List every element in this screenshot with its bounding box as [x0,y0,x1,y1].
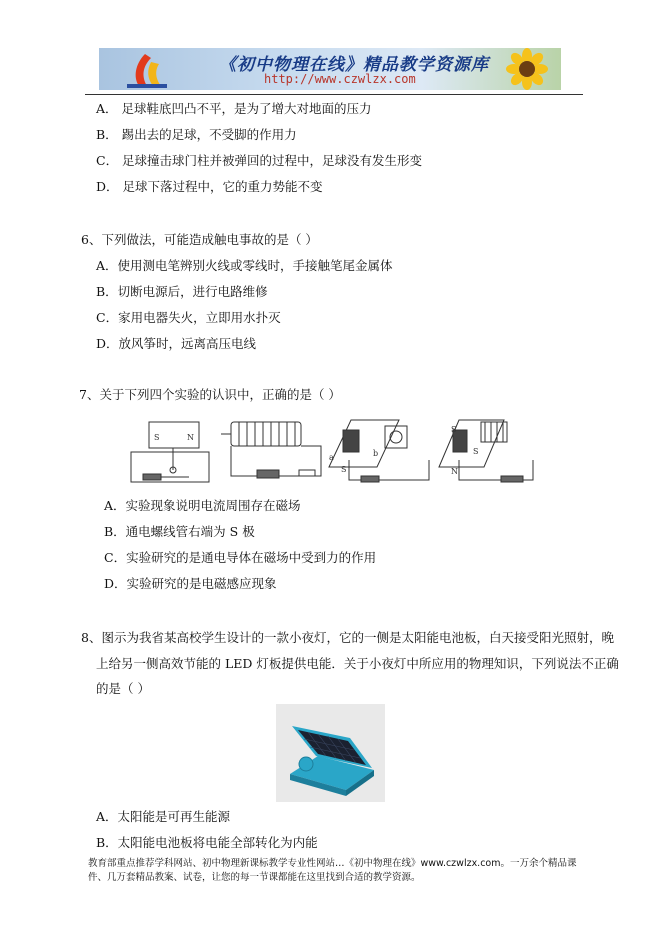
banner-title: 《初中物理在线》精品教学资源库 [219,55,489,75]
footer-line-1: 教育部重点推荐学科网站、初中物理新课标教学专业性网站…《初中物理在线》www.czwlzx.com。一万余个精品课 [88,858,577,869]
q7-option-c: C．实验研究的是通电导体在磁场中受到力的作用 [104,550,377,565]
label-b: b [373,449,379,458]
label-s-2: S [341,465,347,474]
label-s-4: S [473,447,479,456]
label-n-1: N [187,433,194,442]
q5-option-c: C． 足球撞击球门柱并被弹回的过程中，足球没有发生形变 [96,153,423,168]
label-s-1: S [154,433,160,442]
q6-option-b: B．切断电源后，进行电路维修 [96,284,268,299]
figure-panel-a [131,422,209,482]
q6-option-a: A．使用测电笔辨别火线或零线时，手接触笔尾金属体 [96,258,393,273]
q6-option-d: D．放风筝时，远离高压电线 [96,336,257,351]
banner-url: http://www.czwlzx.com [264,72,416,86]
q6-option-c: C．家用电器失火，立即用水扑灭 [96,310,281,325]
q5-option-d: D． 足球下落过程中，它的重力势能不变 [96,179,323,194]
q7-experiment-figure [129,412,536,488]
q8-stem-line-2: 上给另一侧高效节能的 LED 灯板提供电能．关于小夜灯中所应用的物理知识，下列说法不正确 [96,656,619,671]
q8-stem-line-1: 8、图示为我省某高校学生设计的一款小夜灯，它的一侧是太阳能电池板，白天接受阳光照射，晚 [81,630,614,645]
label-n-2: S [451,425,457,434]
label-a: a [329,453,334,462]
q7-option-b: B．通电螺线管右端为 S 极 [104,524,255,539]
header-banner [99,48,561,90]
q8-option-b: B．太阳能电池板将电能全部转化为内能 [96,835,318,850]
site-logo-icon [117,48,177,90]
footer-line-2: 件、几万套精品教案、试卷，让您的每一节课都能在这里找到合适的教学资源。 [88,872,421,883]
figure-panel-b [221,422,321,478]
header-rule [85,94,583,95]
solar-night-light-icon [276,704,385,802]
q7-option-d: D．实验研究的是电磁感应现象 [104,576,277,591]
q8-stem-line-3: 的是（ ） [96,681,150,696]
q7-option-a: A．实验现象说明电流周围存在磁场 [104,498,301,513]
q8-option-a: A．太阳能是可再生能源 [96,809,231,824]
q5-option-b: B． 踢出去的足球，不受脚的作用力 [96,127,297,142]
label-s-3: N [451,467,458,476]
q5-option-a: A． 足球鞋底凹凸不平，是为了增大对地面的压力 [96,101,372,116]
q7-stem: 7、关于下列四个实验的认识中，正确的是（ ） [79,387,341,402]
q6-stem: 6、下列做法，可能造成触电事故的是（ ） [81,232,318,247]
sunflower-icon [497,48,557,90]
night-light-photo [276,704,385,802]
